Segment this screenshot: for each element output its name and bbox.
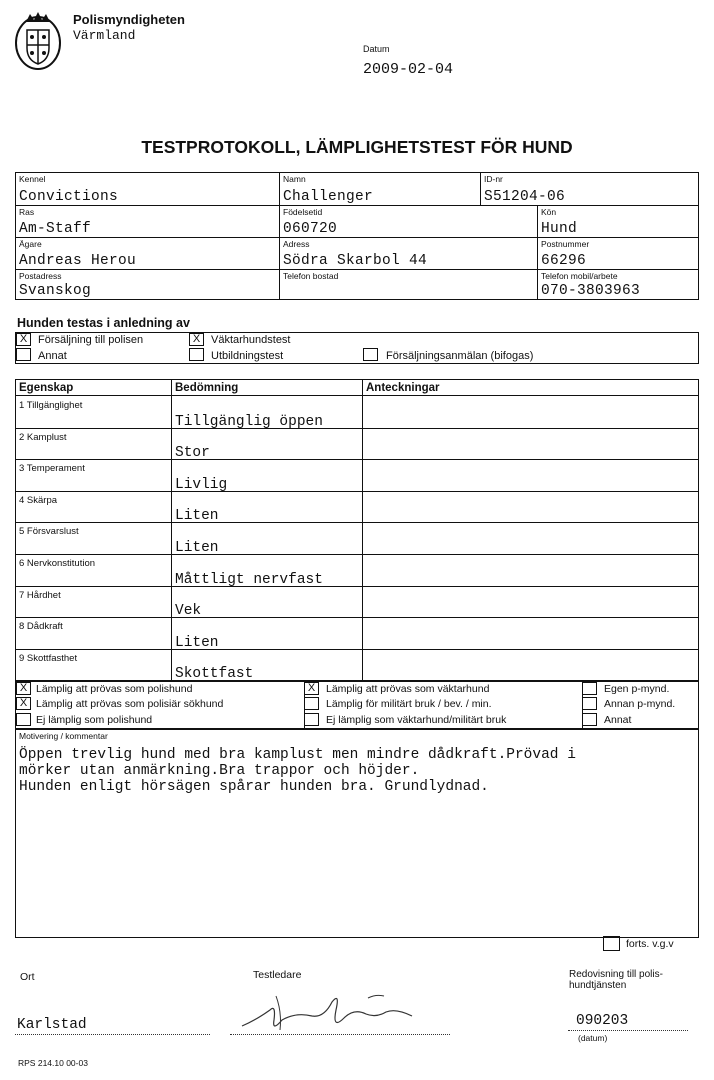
suit-vaktar-checkbox[interactable] [304, 713, 319, 726]
fodelsetid-value: 060720 [283, 221, 338, 237]
suit-vaktar-label: Lämplig att prövas som väktarhund [326, 683, 490, 695]
namn-value: Challenger [283, 189, 374, 205]
testledare-label: Testledare [253, 969, 302, 981]
postnummer-label: Postnummer [541, 239, 590, 249]
datum-value: 2009-02-04 [363, 61, 454, 78]
telefon-mobil-value: 070-3803963 [541, 283, 641, 299]
egenskap-label: 2 Kamplust [19, 431, 67, 443]
egenskap-label: 6 Nervkonstitution [19, 558, 96, 569]
field-kennel[interactable] [16, 173, 279, 205]
namn-label: Namn [283, 174, 306, 184]
bedomning-value[interactable]: Liten [175, 634, 219, 651]
comment-line-3: Hunden enligt hörsägen spårar hunden bra. Grundlydnad. [19, 779, 489, 795]
bedomning-value[interactable]: Vek [175, 603, 202, 620]
suit-polis-checkbox[interactable] [16, 713, 31, 726]
egenskap-label: 3 Temperament [19, 463, 85, 475]
header-egenskap: Egenskap [19, 382, 74, 394]
form-code: RPS 214.10 00-03 [18, 1058, 88, 1068]
bedomning-value[interactable]: Skottfast [175, 666, 254, 683]
redovisning-label-2: hundtjänsten [569, 980, 627, 991]
ort-line [15, 1034, 210, 1035]
suit-mynd-checkbox[interactable] [582, 697, 597, 710]
suit-vaktar-label: Ej lämplig som väktarhund/militärt bruk [326, 713, 507, 726]
postadress-value: Svanskog [19, 283, 92, 299]
egenskap-label: 4 Skärpa [19, 494, 58, 506]
egenskap-label: 8 Dådkraft [19, 621, 63, 633]
suit-mynd-checkbox[interactable] [582, 713, 597, 726]
org-region: Värmland [73, 28, 136, 43]
reason-label-vaktarhund: Väktarhundstest [211, 334, 291, 346]
suit-polis-label: Lämplig att prövas som polishund [36, 683, 193, 695]
agare-value: Andreas Herou [19, 253, 137, 269]
adress-label: Adress [283, 239, 310, 249]
forts-label: forts. v.g.v [626, 938, 674, 950]
suit-polis-label: Lämplig att prövas som polisiär sökhund [36, 698, 224, 711]
police-crest-icon [12, 10, 64, 72]
bedomning-value[interactable]: Tillgänglig öppen [175, 413, 323, 430]
signature-icon [236, 990, 416, 1036]
suit-mynd-label: Annan p-mynd. [604, 698, 676, 711]
reason-label-forsaljningsanmalan: Försäljningsanmälan (bifogas) [386, 350, 534, 362]
field-telefon-mobil[interactable] [537, 269, 698, 299]
dog-info-table [15, 172, 699, 300]
evaluation-table [15, 379, 699, 681]
kennel-value: Convictions [19, 189, 119, 205]
field-kon[interactable] [537, 205, 698, 237]
suit-vaktar-checkbox[interactable] [304, 697, 319, 710]
comment-label: Motivering / kommentar [19, 731, 108, 741]
field-postadress[interactable] [16, 269, 279, 299]
suit-mynd-label: Egen p-mynd. [604, 683, 670, 695]
field-namn[interactable] [279, 173, 480, 205]
fodelsetid-label: Födelsetid [283, 207, 323, 217]
testledare-line [230, 1034, 450, 1035]
field-agare[interactable] [16, 237, 279, 269]
redovisning-label-1: Redovisning till polis- [569, 969, 663, 980]
bedomning-value[interactable]: Liten [175, 539, 219, 556]
reason-checkbox-forsaljning[interactable]: X [16, 333, 31, 346]
header-bedomning: Bedömning [175, 382, 239, 394]
field-telefon-bostad[interactable] [279, 269, 537, 299]
postnummer-value: 66296 [541, 253, 587, 269]
adress-value: Södra Skarbol 44 [283, 253, 428, 269]
comment-line-1: Öppen trevlig hund med bra kamplust men mindre dådkraft.Prövad i [19, 747, 576, 763]
id-nr-label: ID-nr [484, 174, 503, 184]
reason-checkbox-vaktarhund[interactable]: X [189, 333, 204, 346]
field-fodelsetid[interactable] [279, 205, 537, 237]
ras-value: Am-Staff [19, 221, 92, 237]
table-row [16, 586, 698, 618]
kennel-label: Kennel [19, 174, 46, 184]
redovisning-line [568, 1030, 688, 1031]
org-name: Polismyndigheten [73, 12, 185, 27]
suit-polis-checkbox[interactable]: X [16, 682, 31, 695]
comment-box[interactable] [15, 729, 699, 938]
table-row [16, 649, 698, 681]
comment-line-2: mörker utan anmärkning.Bra trappor och höjder. [19, 763, 420, 779]
suit-polis-checkbox[interactable]: X [16, 697, 31, 710]
bedomning-value[interactable]: Liten [175, 508, 219, 525]
kon-value: Hund [541, 221, 578, 237]
suit-vaktar-label: Lämplig för militärt bruk / bev. / min. [326, 698, 492, 711]
table-row [16, 522, 698, 554]
telefon-mobil-label: Telefon mobil/arbete [541, 271, 618, 281]
bedomning-value[interactable]: Stor [175, 445, 210, 462]
bedomning-value[interactable]: Livlig [175, 476, 228, 493]
forts-checkbox[interactable] [603, 936, 620, 951]
reason-checkbox-utbildning[interactable] [189, 348, 204, 361]
suit-mynd-checkbox[interactable] [582, 682, 597, 695]
agare-label: Ägare [19, 239, 42, 249]
reason-label-annat: Annat [38, 350, 67, 362]
telefon-bostad-label: Telefon bostad [283, 271, 339, 281]
id-nr-value: S51204-06 [484, 189, 566, 205]
field-id-nr[interactable] [480, 173, 698, 205]
reason-label-forsaljning: Försäljning till polisen [38, 334, 144, 346]
redovisning-value: 090203 [576, 1013, 629, 1029]
header-anteckningar: Anteckningar [366, 382, 440, 394]
reason-checkbox-annat[interactable] [16, 348, 31, 361]
field-postnummer[interactable] [537, 237, 698, 269]
egenskap-label: 7 Hårdhet [19, 589, 61, 601]
table-row [16, 459, 698, 491]
reason-label-utbildning: Utbildningstest [211, 350, 284, 362]
postadress-label: Postadress [19, 271, 62, 281]
reason-checkbox-forsaljningsanmalan[interactable] [363, 348, 378, 361]
table-row [16, 617, 698, 649]
suitability-box [15, 681, 699, 729]
page-title: TESTPROTOKOLL, LÄMPLIGHETSTEST FÖR HUND [141, 137, 573, 157]
egenskap-label: 1 Tillgänglighet [19, 400, 83, 411]
table-row [16, 554, 698, 586]
reason-heading: Hunden testas i anledning av [17, 316, 190, 330]
suit-mynd-label: Annat [604, 713, 632, 726]
table-row [16, 396, 698, 428]
field-ras[interactable] [16, 205, 279, 237]
redovisning-datum-label: (datum) [578, 1033, 608, 1043]
datum-label: Datum [363, 44, 390, 54]
suit-polis-label: Ej lämplig som polishund [36, 713, 153, 726]
suit-vaktar-checkbox[interactable]: X [304, 682, 319, 695]
egenskap-label: 9 Skottfasthet [19, 652, 78, 664]
ort-value: Karlstad [17, 1017, 87, 1033]
field-adress[interactable] [279, 237, 537, 269]
egenskap-label: 5 Försvarslust [19, 526, 79, 538]
ras-label: Ras [19, 207, 35, 217]
ort-label: Ort [20, 971, 35, 983]
kon-label: Kön [541, 207, 557, 217]
table-row [16, 428, 698, 460]
table-row [16, 491, 698, 523]
bedomning-value[interactable]: Måttligt nervfast [175, 571, 323, 588]
reason-box [15, 332, 699, 364]
